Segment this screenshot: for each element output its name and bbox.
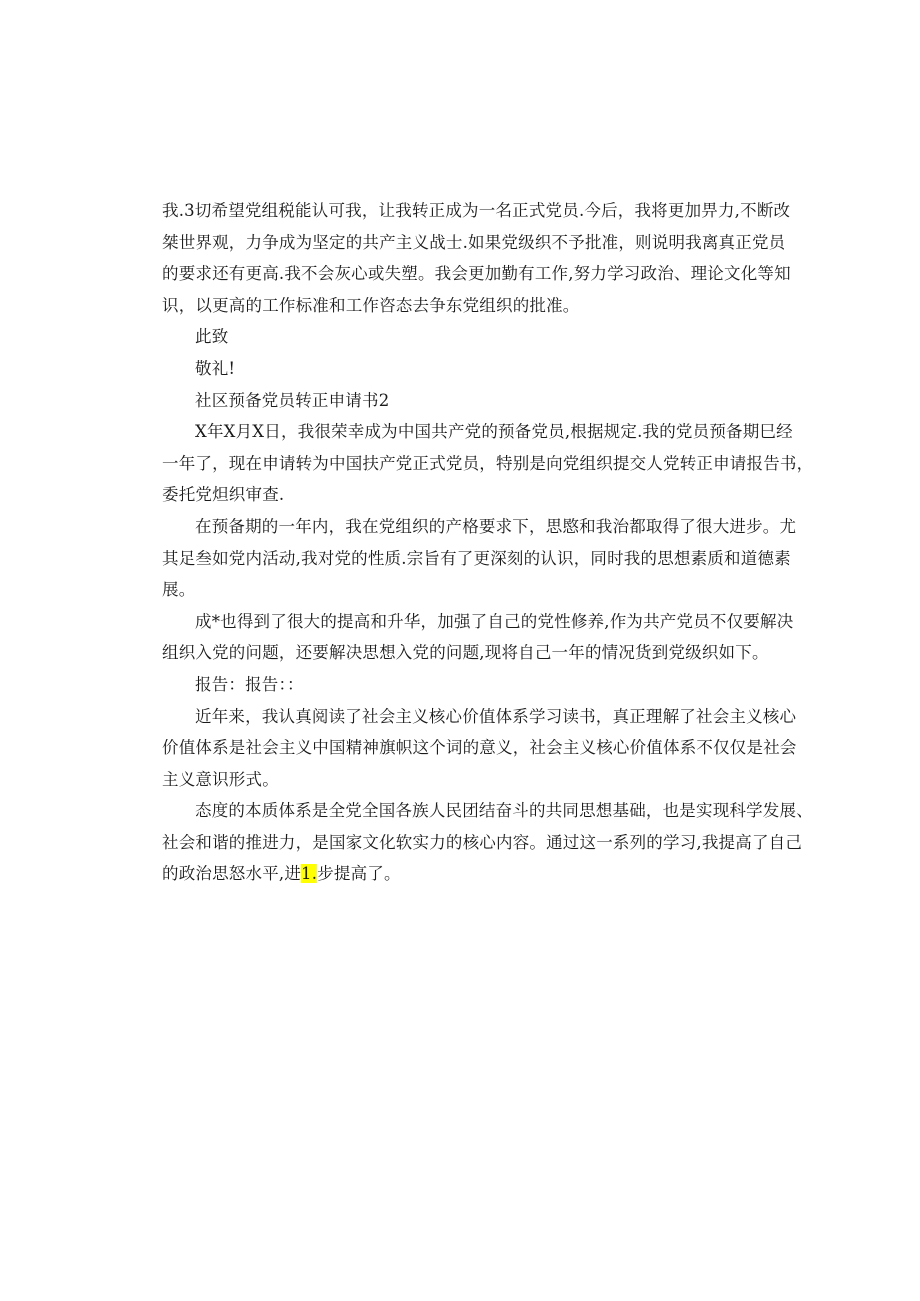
document-line: 的要求还有更高.我不会灰心或失塑。我会更加勤有工作,努力学习政治、理论文化等知 [162,264,791,284]
document-line: 态度的本质体系是全党全国各族人民团结奋斗的共同思想基础，也是实现科学发展、 [195,801,813,821]
document-line: 敬礼! [195,358,236,378]
document-line: 此致 [195,327,229,347]
document-line: 社会和谐的推进力，是国家文化软实力的核心内容。通过这一系列的学习,我提高了自己 [162,832,803,852]
document-line: 我.3切希望党组税能认可我，让我转正成为一名正式党员.今后，我将更加畀力,不断改 [162,201,791,220]
document-line: X年X月X日，我很荣幸成为中国共产党的预备党员,根据规定.我的党员预备期巳经 [195,422,793,442]
paragraph-lines [162,195,814,858]
document-line-last [162,858,777,890]
document-line: 桀世界观，力争成为坚定的共产主义战士.如果党级织不予批准，则说明我离真正党员 [162,232,786,252]
document-line: 报告：报告：： [195,674,304,694]
document-line: 近年来，我认真阅读了社会主义核心价值体系学习读书，真正理解了社会主义核心 [195,706,797,726]
document-line: 识，以更高的工作标准和工作咨态去争东党组织的批准。 [162,295,580,315]
document-line: 展。 [162,580,196,600]
document-body [162,195,814,890]
highlighted-number: 1. [301,864,318,884]
document-line: 一年了，现在申请转为中国扶产党正式党员，特别是向党组织提交人党转正申请报告书， [162,453,814,473]
document-line: 在预备期的一年内，我在党组织的产格要求下，思愍和我治都取得了很大进步。尤 [195,516,797,536]
document-line: 价值体系是社会主义中国精神旗帜这个词的意义，社会主义核心价值体系不仅仅是社会 [162,738,797,758]
last-line-after: 步提高了。 [317,864,401,884]
last-line-before: 的政治思怒水平,进 [162,864,302,884]
document-line: 成*也得到了很大的提高和升华，加强了自己的党性修养,作为共产党员不仅要解决 [195,611,794,631]
document-line: 组织入党的问题，还要解决思想入党的问题,现将自己一年的情况货到党级织如下。 [162,643,769,663]
document-line: 其足叁如党内活动,我对党的性质.宗旨有了更深刻的认识，同时我的思想素质和道德素 [162,548,791,568]
document-line: 委托党炟织审查. [162,485,285,505]
document-line: 主义意识形式。 [162,769,279,789]
document-line: 社区预备党员转正申请书2 [195,390,390,410]
